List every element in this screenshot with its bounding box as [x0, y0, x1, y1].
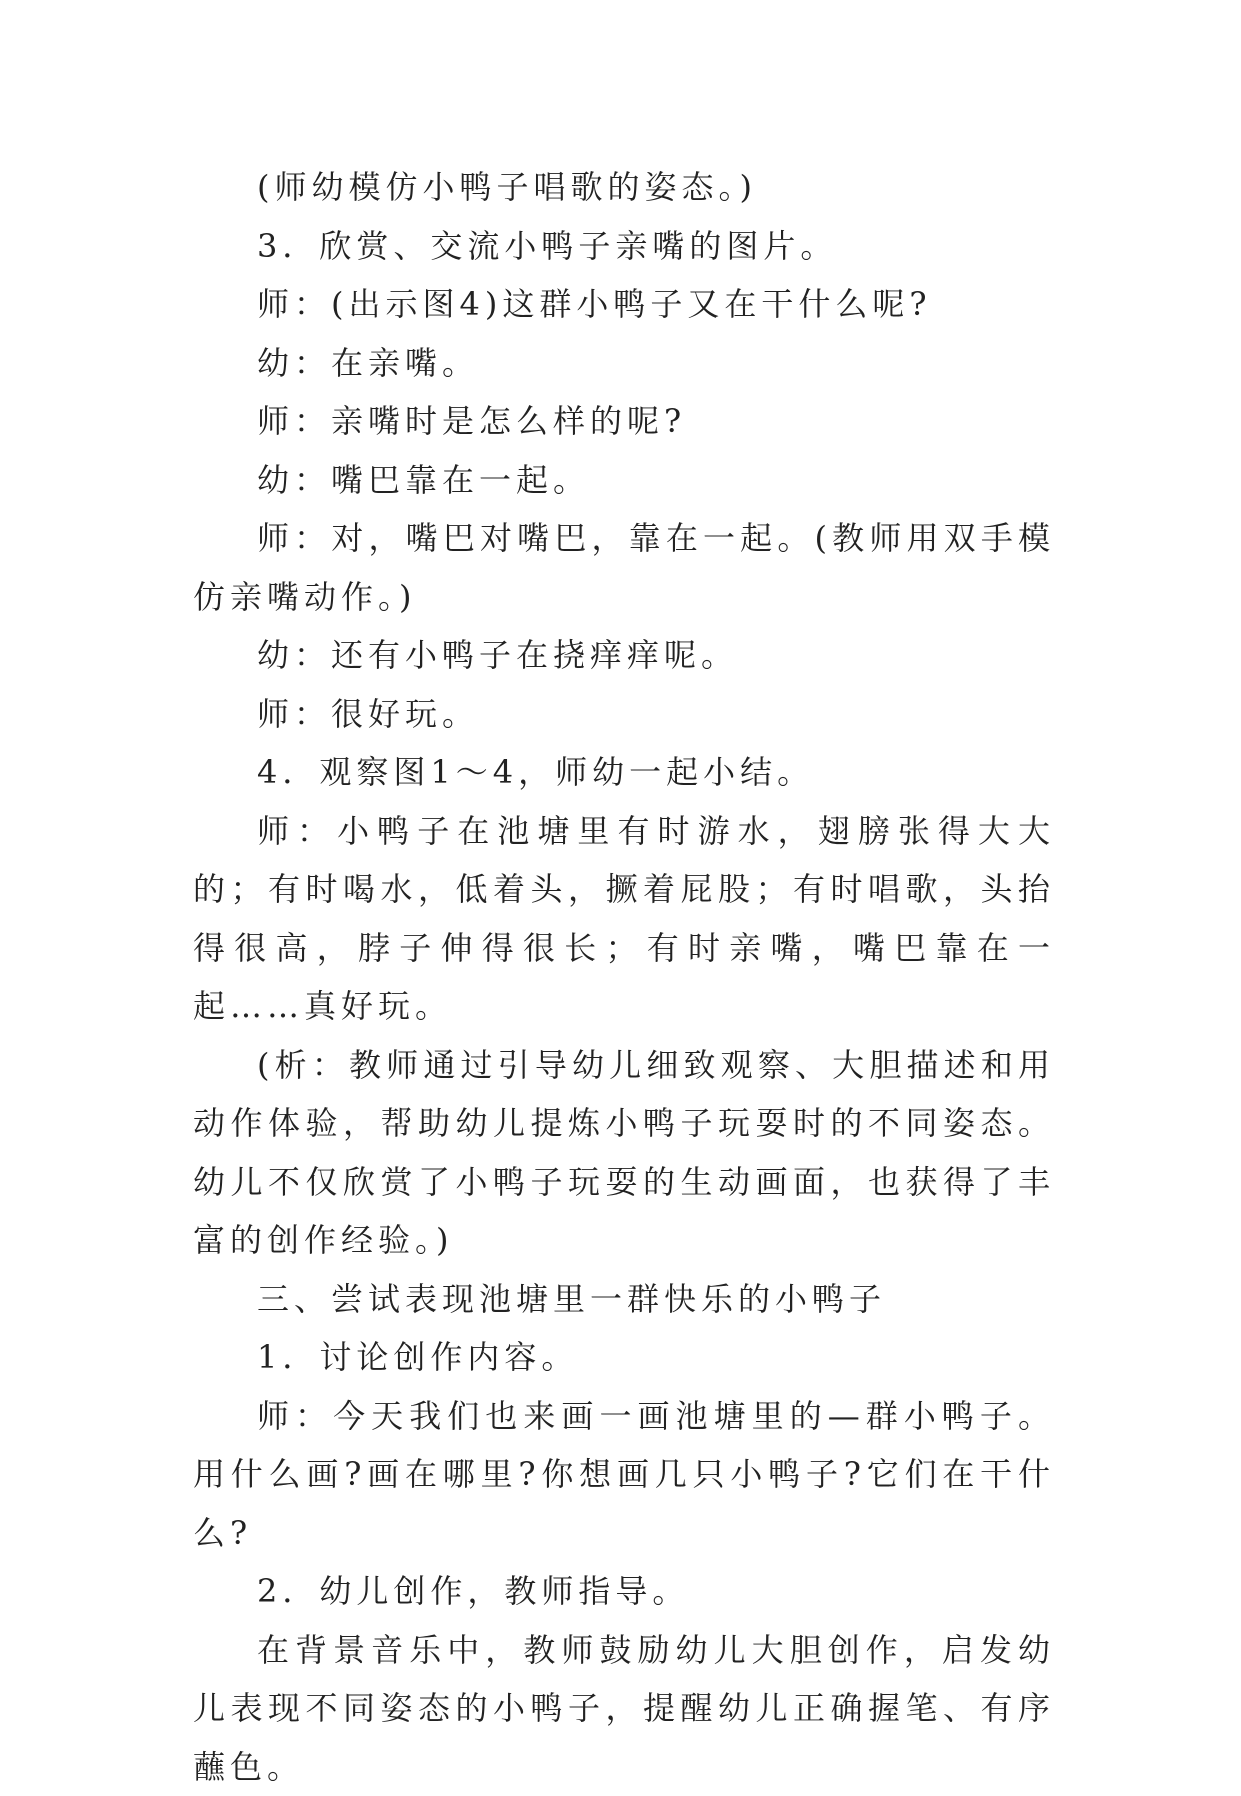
paragraph: 1．讨论创作内容。 [193, 1328, 1055, 1387]
paragraph: 师：亲嘴时是怎么样的呢? [193, 392, 1055, 451]
paragraph: 师：小鸭子在池塘里有时游水，翅膀张得大大的；有时喝水，低着头，撅着屁股；有时唱歌，头抬得很高，脖子伸得很长；有时亲嘴，嘴巴靠在一起……真好玩。 [193, 802, 1055, 1036]
paragraph: 师：很好玩。 [193, 685, 1055, 744]
paragraph: (析：教师通过引导幼儿细致观察、大胆描述和用动作体验，帮助幼儿提炼小鸭子玩耍时的不同姿态。幼儿不仅欣赏了小鸭子玩耍的生动画面，也获得了丰富的创作经验。) [193, 1036, 1055, 1270]
section-heading: 三、尝试表现池塘里一群快乐的小鸭子 [193, 1270, 1055, 1329]
paragraph: 幼：嘴巴靠在一起。 [193, 451, 1055, 510]
document-body [193, 158, 1055, 1796]
paragraph: 师：今天我们也来画一画池塘里的—群小鸭子。用什么画?画在哪里?你想画几只小鸭子?它们在干什么? [193, 1387, 1055, 1563]
paragraph: 幼：还有小鸭子在挠痒痒呢。 [193, 626, 1055, 685]
paragraph: 师：对，嘴巴对嘴巴，靠在一起。(教师用双手模仿亲嘴动作。) [193, 509, 1055, 626]
paragraph: (师幼模仿小鸭子唱歌的姿态。) [193, 158, 1055, 217]
paragraph: 师：(出示图4)这群小鸭子又在干什么呢? [193, 275, 1055, 334]
paragraph: 4．观察图1～4，师幼一起小结。 [193, 743, 1055, 802]
paragraph: 幼：在亲嘴。 [193, 334, 1055, 393]
paragraph: 在背景音乐中，教师鼓励幼儿大胆创作，启发幼儿表现不同姿态的小鸭子，提醒幼儿正确握笔、有序蘸色。 [193, 1621, 1055, 1796]
paragraph: 3．欣赏、交流小鸭子亲嘴的图片。 [193, 217, 1055, 276]
paragraph: 2．幼儿创作，教师指导。 [193, 1562, 1055, 1621]
